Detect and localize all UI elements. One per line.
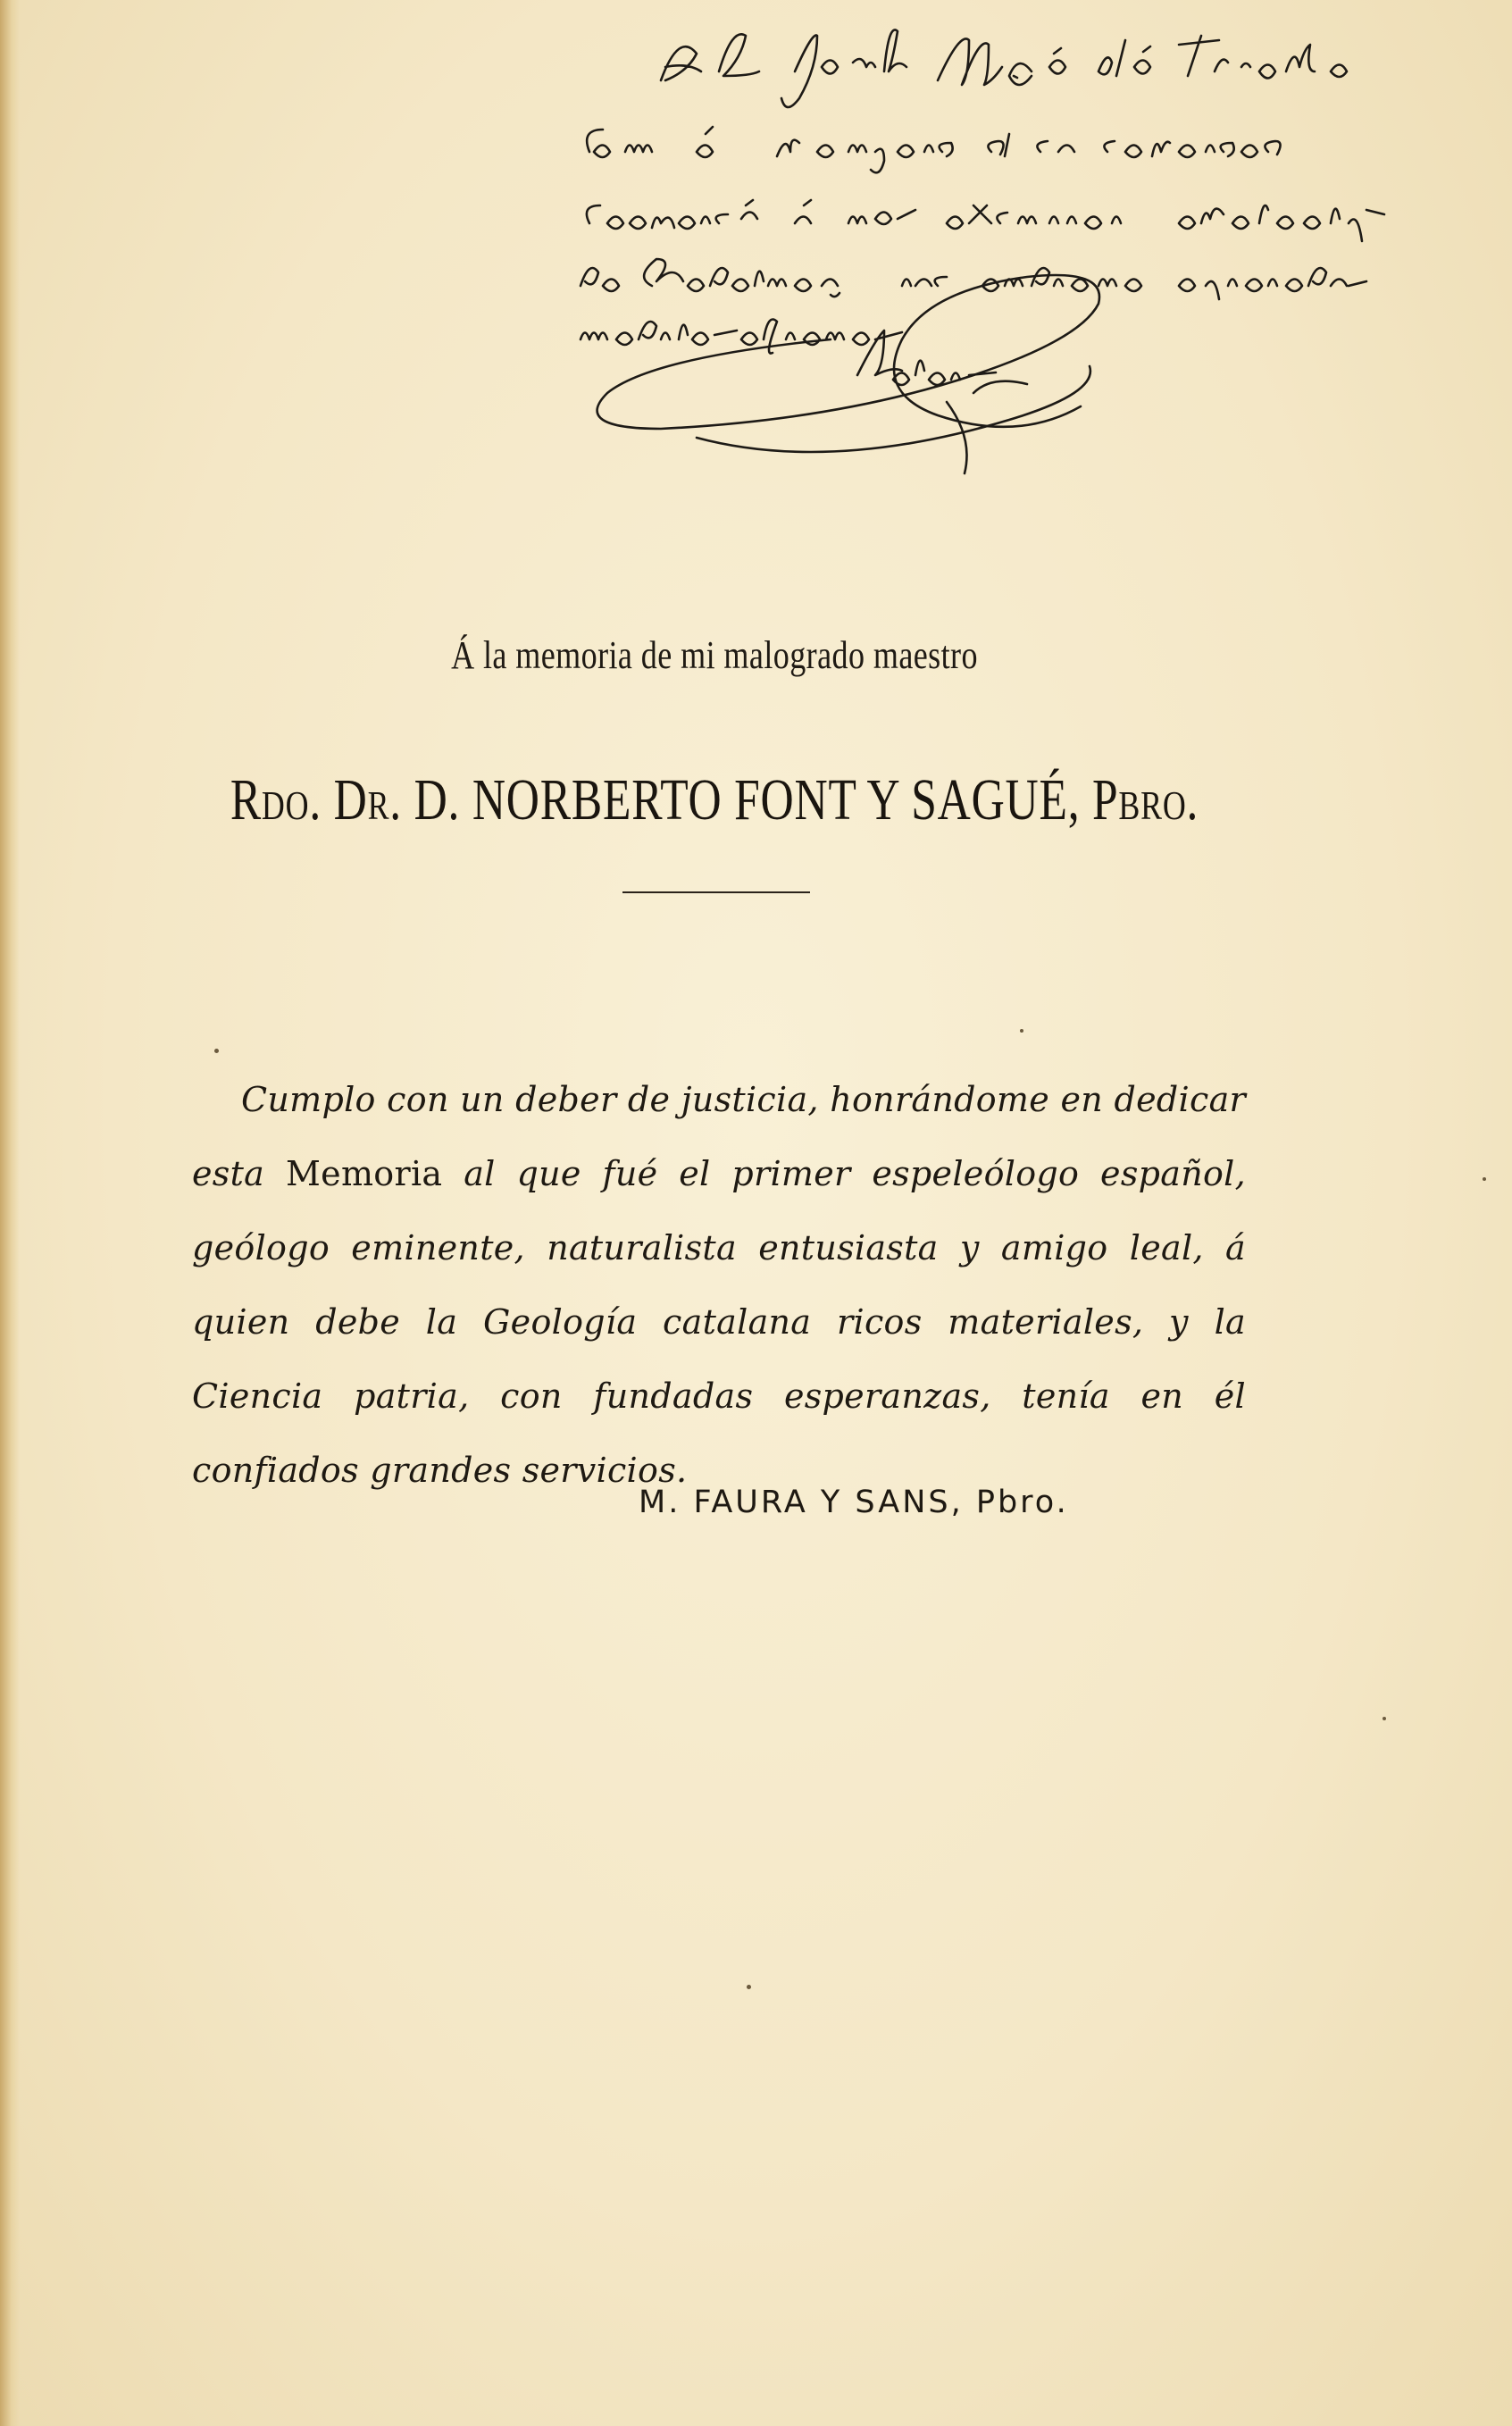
- divider-rule: [622, 891, 810, 893]
- handwriting-line-5: [581, 320, 902, 354]
- dedication-text-memoria: Memoria: [285, 1154, 443, 1193]
- dedication-text-part-1: Cumplo con un deber de justicia, honrándome en dedicar esta: [192, 1080, 1246, 1193]
- dedication-intro: Á la memoria de mi malogrado maestro: [451, 633, 978, 677]
- paper-speck: [1483, 1177, 1486, 1181]
- signature-text: [857, 330, 996, 385]
- paper-speck: [1383, 1717, 1386, 1720]
- handwriting-line-1: [661, 29, 1347, 107]
- signature-flourish: [597, 275, 1099, 429]
- handwriting-line-4: [581, 259, 1366, 299]
- dedicatee-name: Rdo. Dr. D. NORBERTO FONT Y SAGUÉ, Pbro.: [230, 767, 1199, 832]
- signature-flourish-lower: [697, 366, 1090, 473]
- paper-speck: [747, 1985, 751, 1989]
- paper-speck: [214, 1049, 219, 1053]
- handwriting-line-3: [587, 200, 1384, 241]
- dedication-text-part-2: al que fué el primer espeleólogo español, geólogo eminente, naturalista entusiasta y amigo leal, á quien debe la Geología catalana ricos materiales, y la Ciencia patria, con fundadas esperanzas, tenía en él confiados grandes servicios.: [192, 1154, 1246, 1490]
- handwritten-inscription: [563, 18, 1438, 482]
- paper-speck: [1020, 1029, 1023, 1033]
- author-signature: M. FAURA Y SANS, Pbro.: [639, 1485, 1069, 1520]
- handwriting-line-2: [587, 127, 1280, 172]
- dedication-text: [192, 1063, 1246, 1508]
- handwritten-inscription-drawing: [563, 18, 1438, 482]
